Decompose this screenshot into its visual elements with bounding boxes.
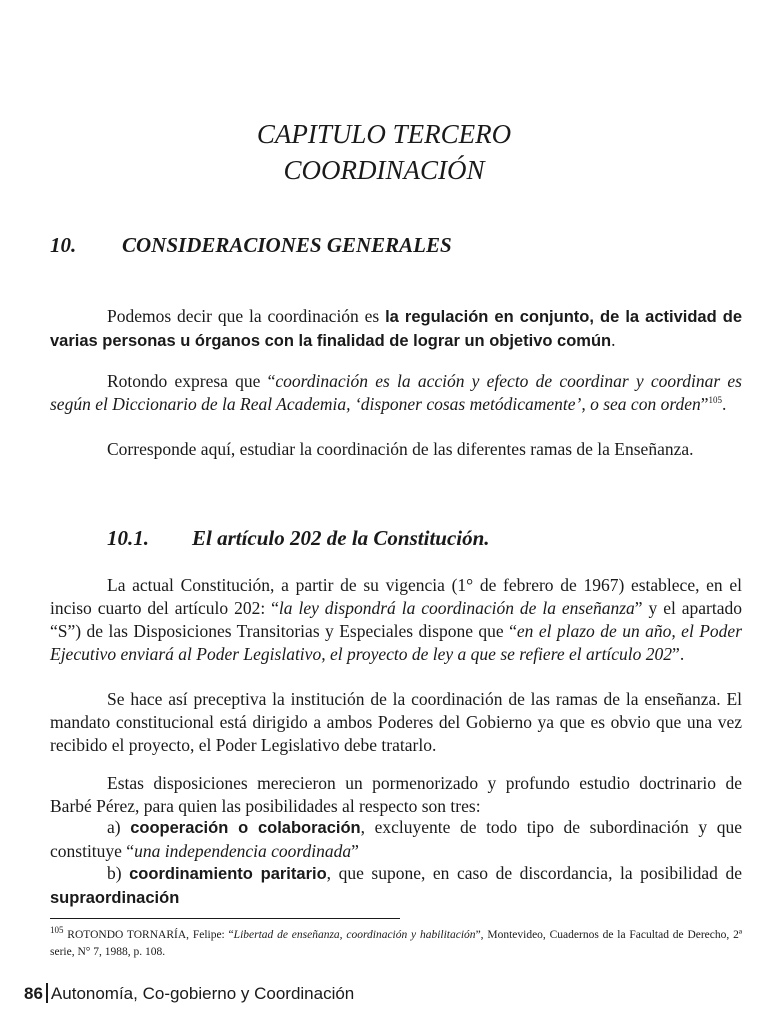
text-run: Corresponde aquí, estudiar la coordinación de las diferentes ramas de la Enseñanza.	[107, 439, 694, 459]
bold-run: supraordinación	[50, 889, 180, 907]
footnote-reference: 105	[708, 395, 723, 406]
page-footer	[24, 983, 354, 1005]
paragraph-constitucion	[50, 574, 742, 666]
chapter-title-line2: COORDINACIÓN	[283, 155, 485, 185]
paragraph-corresponde	[50, 438, 742, 461]
text-run: , que supone, en caso de discordancia, la posibilidad de	[326, 863, 742, 883]
paragraph-barbe-perez	[50, 772, 742, 818]
chapter-title-line1: CAPITULO TERCERO	[256, 119, 512, 149]
text-run: ”, Montevideo, Cuadernos de la Facultad de Derecho, 2ª serie, N° 7, 1988, p. 108.	[50, 929, 742, 958]
italic-run: Libertad de enseñanza, coordinación y habilitación	[233, 929, 476, 941]
chapter-title	[0, 116, 768, 188]
italic-run: coordinación es la acción y efecto de coordinar y coordinar es según el Diccionario de la Real Academia, ‘disponer cosas metódicamente’, o sea con orden	[50, 371, 742, 414]
italic-run: la ley dispondrá la coordinación de la enseñanza	[278, 598, 635, 618]
section-title-10	[122, 233, 452, 258]
text-run: .	[722, 394, 727, 414]
italic-run: una independencia coordinada	[134, 841, 352, 861]
footnote-105	[50, 927, 742, 961]
subsection-heading-10-1	[107, 526, 149, 551]
italic-run: en el plazo de un año, el Poder Ejecutivo enviará al Poder Legislativo, el proyecto de ley a que se refiere el artículo 202	[50, 621, 743, 664]
subsection-title: El artículo 202 de la Constitución.	[192, 526, 490, 550]
text-run: Rotondo expresa que “	[107, 371, 276, 391]
paragraph-option-a	[50, 816, 742, 863]
text-run: ”	[700, 394, 709, 414]
paragraph-definition	[50, 305, 742, 353]
bold-run: cooperación o colaboración	[130, 819, 361, 837]
bold-run: la regulación en conjunto, de la actividad de varias personas u órganos con la finalidad de lograr un objetivo común	[50, 308, 742, 350]
running-title: Autonomía, Co-gobierno y Coordinación	[50, 984, 355, 1003]
footnote-divider	[50, 918, 400, 919]
text-run: , excluyente de todo tipo de subordinación y que constituye “	[50, 817, 742, 861]
text-run: ” y el apartado “S”) de las Disposiciones Transitorias y Especiales dispone que “	[50, 598, 742, 641]
text-run: Estas disposiciones merecieron un pormenorizado y profundo estudio doctrinario de Barbé Pérez, para quien las posibilidades al respecto son tres:	[50, 773, 742, 816]
text-run: Se hace así preceptiva la institución de la coordinación de las ramas de la enseñanza. El mandato constitucional está dirigido a ambos Poderes del Gobierno ya que es obvio que una vez recibido el proyecto, el Poder Legislativo debe tratarlo.	[50, 689, 742, 755]
text-run: ”	[351, 841, 359, 861]
bold-run: coordinamiento paritario	[129, 865, 327, 883]
subsection-number: 10.1.	[107, 526, 149, 550]
footer-divider	[46, 983, 48, 1003]
text-run: b)	[107, 863, 130, 883]
footnote-number: 105	[50, 925, 64, 936]
text-run: a)	[107, 817, 131, 837]
paragraph-option-b	[50, 862, 742, 910]
text-run: La actual Constitución, a partir de su vigencia (1° de febrero de 1967) establece, en el inciso cuarto del artículo 202: “	[50, 575, 742, 618]
text-run: ROTONDO TORNARÍA, Felipe: “	[63, 929, 234, 941]
text-run: .	[611, 330, 616, 350]
section-heading-10	[50, 233, 76, 258]
paragraph-preceptiva	[50, 688, 742, 757]
paragraph-rotondo	[50, 370, 742, 416]
page-number: 86	[24, 984, 43, 1003]
section-title: CONSIDERACIONES GENERALES	[122, 233, 452, 257]
text-run: ”.	[672, 644, 685, 664]
text-run: Podemos decir que la coordinación es	[107, 306, 386, 326]
section-number: 10.	[50, 233, 77, 257]
subsection-title-10-1	[192, 526, 490, 551]
